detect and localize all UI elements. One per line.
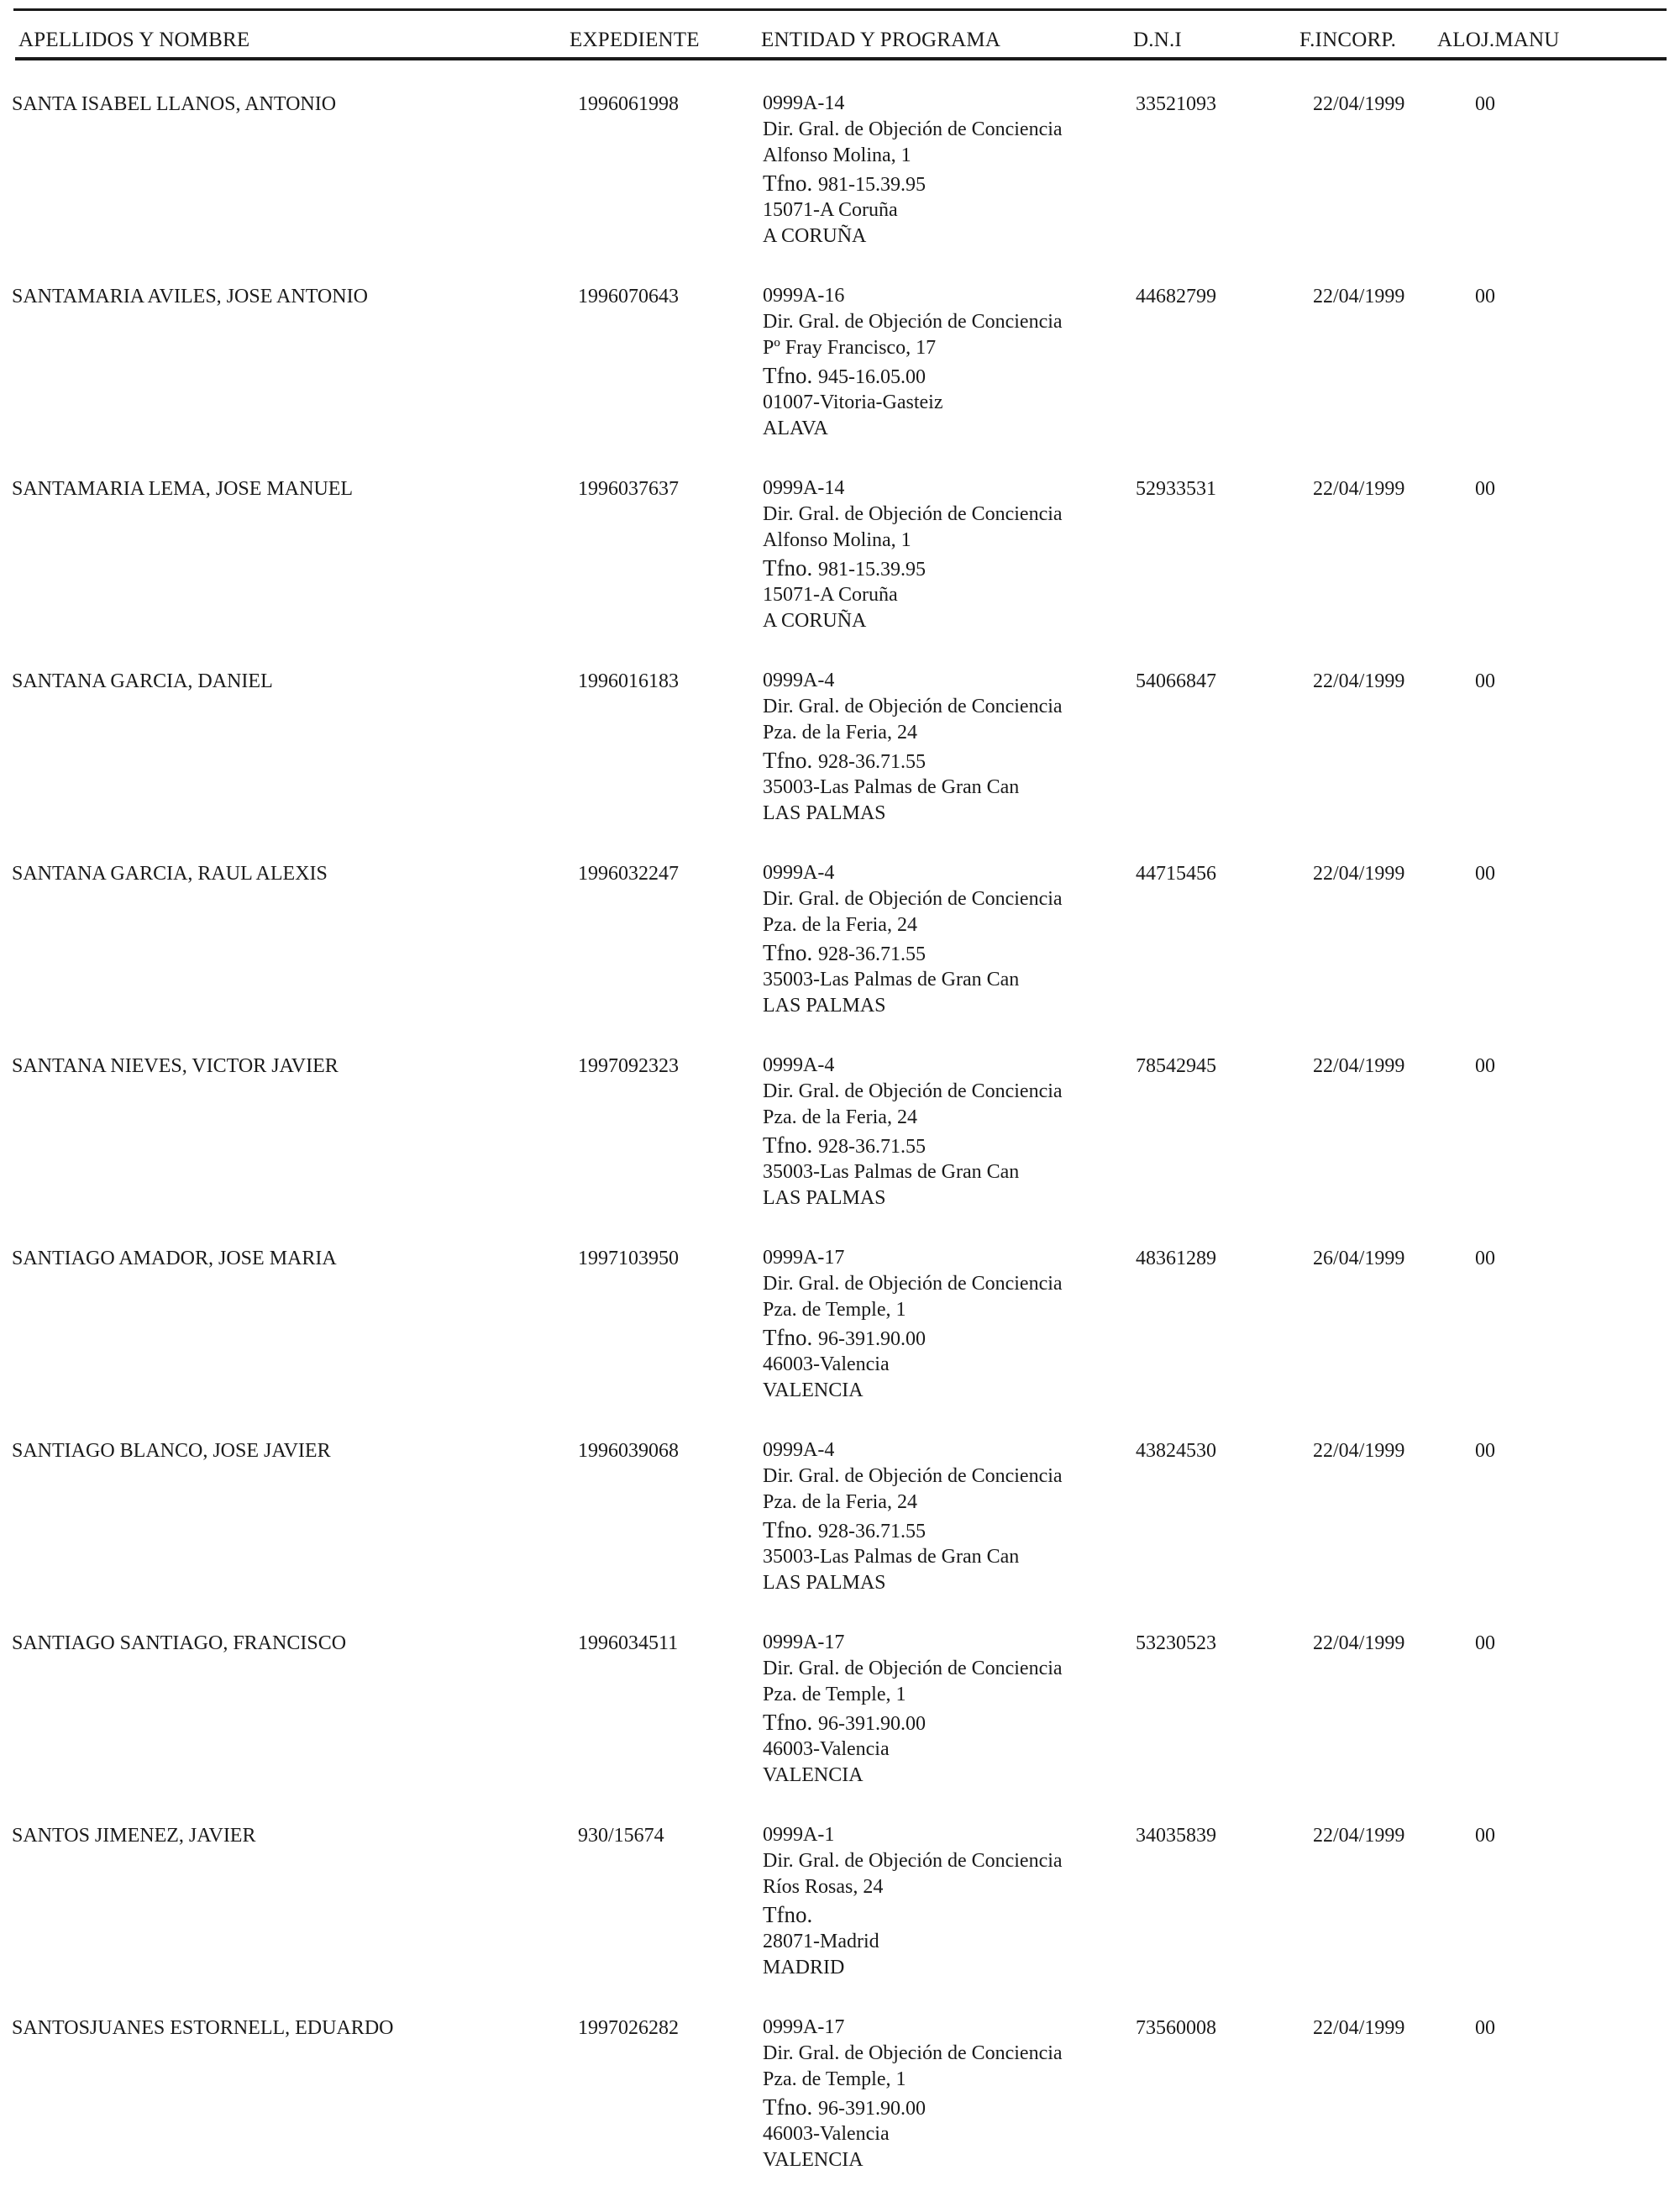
- incorporation-date: 22/04/1999: [1313, 1825, 1405, 1847]
- entity-address: Pza. de Temple, 1: [763, 1299, 906, 1321]
- entity-name: Dir. Gral. de Objeción de Conciencia: [763, 1080, 1063, 1102]
- applicant-name: SANTA ISABEL LLANOS, ANTONIO: [12, 93, 337, 115]
- entity-postal-city: 01007-Vitoria-Gasteiz: [763, 391, 943, 413]
- dni-number: 54066847: [1136, 670, 1216, 692]
- incorporation-date: 22/04/1999: [1313, 286, 1405, 307]
- aloj-manu-code: 00: [1475, 1055, 1495, 1077]
- entity-province: VALENCIA: [763, 1764, 864, 1786]
- phone-label: Tfno.: [763, 363, 813, 388]
- expediente-number: 1996037637: [578, 478, 679, 500]
- entity-postal-city: 35003-Las Palmas de Gran Can: [763, 776, 1020, 798]
- entity-block: [763, 476, 1063, 634]
- entity-address: Pza. de Temple, 1: [763, 2068, 906, 2090]
- applicant-name: SANTIAGO BLANCO, JOSE JAVIER: [12, 1440, 331, 1462]
- entity-phone-line: [763, 554, 1063, 582]
- entity-name: Dir. Gral. de Objeción de Conciencia: [763, 311, 1063, 333]
- expediente-number: 1997092323: [578, 1055, 679, 1077]
- program-code: 0999A-16: [763, 285, 845, 307]
- entity-phone-line: [763, 361, 1063, 390]
- aloj-manu-code: 00: [1475, 670, 1495, 692]
- dni-number: 73560008: [1136, 2017, 1216, 2039]
- applicant-name: SANTOSJUANES ESTORNELL, EDUARDO: [12, 2017, 394, 2039]
- dni-number: 48361289: [1136, 1248, 1216, 1269]
- entity-block: [763, 1437, 1063, 1596]
- phone-number: 96-391.90.00: [817, 2098, 926, 2120]
- program-code: 0999A-14: [763, 92, 845, 114]
- table-header: [0, 29, 1680, 57]
- entity-address: Ríos Rosas, 24: [763, 1876, 884, 1898]
- table-row: [0, 860, 1680, 1053]
- applicant-name: SANTAMARIA LEMA, JOSE MANUEL: [12, 478, 354, 500]
- entity-block: [763, 668, 1063, 827]
- phone-number: 928-36.71.55: [817, 751, 926, 773]
- entity-postal-city: 28071-Madrid: [763, 1931, 879, 1952]
- phone-label: Tfno.: [763, 1902, 813, 1927]
- header-aloj: ALOJ.MANU: [1437, 29, 1560, 51]
- applicant-name: SANTAMARIA AVILES, JOSE ANTONIO: [12, 286, 368, 307]
- aloj-manu-code: 00: [1475, 478, 1495, 500]
- incorporation-date: 22/04/1999: [1313, 2017, 1405, 2039]
- table-row: [0, 1630, 1680, 1822]
- program-code: 0999A-17: [763, 1632, 845, 1653]
- phone-label: Tfno.: [763, 748, 813, 773]
- entity-address: Pº Fray Francisco, 17: [763, 337, 937, 359]
- entity-province: ALAVA: [763, 418, 828, 439]
- entity-postal-city: 46003-Valencia: [763, 2123, 890, 2145]
- entity-postal-city: 46003-Valencia: [763, 1738, 890, 1760]
- entity-phone-line: [763, 1323, 1063, 1352]
- entity-block: [763, 1053, 1063, 1211]
- entity-address: Pza. de Temple, 1: [763, 1684, 906, 1705]
- entity-address: Pza. de la Feria, 24: [763, 1491, 917, 1513]
- phone-number: 928-36.71.55: [817, 943, 926, 965]
- entity-name: Dir. Gral. de Objeción de Conciencia: [763, 1658, 1063, 1679]
- expediente-number: 1996070643: [578, 286, 679, 307]
- aloj-manu-code: 00: [1475, 1825, 1495, 1847]
- applicant-name: SANTIAGO AMADOR, JOSE MARIA: [12, 1248, 337, 1269]
- entity-name: Dir. Gral. de Objeción de Conciencia: [763, 1850, 1063, 1872]
- phone-number: 928-36.71.55: [817, 1136, 926, 1158]
- entity-phone-line: [763, 2093, 1063, 2121]
- entity-phone-line: [763, 169, 1063, 197]
- phone-label: Tfno.: [763, 1325, 813, 1350]
- expediente-number: 1996061998: [578, 93, 679, 115]
- phone-label: Tfno.: [763, 555, 813, 581]
- entity-province: VALENCIA: [763, 1379, 864, 1401]
- entity-province: VALENCIA: [763, 2149, 864, 2171]
- dni-number: 44682799: [1136, 286, 1216, 307]
- entity-province: LAS PALMAS: [763, 802, 886, 824]
- entity-name: Dir. Gral. de Objeción de Conciencia: [763, 1273, 1063, 1295]
- program-code: 0999A-4: [763, 1054, 835, 1076]
- incorporation-date: 22/04/1999: [1313, 1632, 1405, 1654]
- entity-phone-line: [763, 1900, 1063, 1929]
- header-entidad: ENTIDAD Y PROGRAMA: [761, 29, 1001, 51]
- applicant-name: SANTOS JIMENEZ, JAVIER: [12, 1825, 256, 1847]
- entity-postal-city: 15071-A Coruña: [763, 199, 898, 221]
- phone-number: 945-16.05.00: [817, 366, 926, 388]
- aloj-manu-code: 00: [1475, 863, 1495, 885]
- table-row: [0, 668, 1680, 860]
- table-row: [0, 476, 1680, 668]
- aloj-manu-code: 00: [1475, 93, 1495, 115]
- entity-province: LAS PALMAS: [763, 995, 886, 1017]
- aloj-manu-code: 00: [1475, 1632, 1495, 1654]
- header-dni: D.N.I: [1133, 29, 1182, 51]
- entity-block: [763, 91, 1063, 250]
- entity-address: Alfonso Molina, 1: [763, 529, 911, 551]
- top-rule: [13, 8, 1667, 11]
- entity-name: Dir. Gral. de Objeción de Conciencia: [763, 888, 1063, 910]
- program-code: 0999A-17: [763, 1247, 845, 1269]
- entity-province: LAS PALMAS: [763, 1572, 886, 1594]
- phone-number: 96-391.90.00: [817, 1713, 926, 1735]
- phone-number: 981-15.39.95: [817, 174, 926, 196]
- entity-block: [763, 2015, 1063, 2173]
- header-fincorp: F.INCORP.: [1299, 29, 1397, 51]
- aloj-manu-code: 00: [1475, 2017, 1495, 2039]
- program-code: 0999A-4: [763, 862, 835, 884]
- phone-label: Tfno.: [763, 2094, 813, 2120]
- program-code: 0999A-17: [763, 2016, 845, 2038]
- dni-number: 33521093: [1136, 93, 1216, 115]
- incorporation-date: 22/04/1999: [1313, 93, 1405, 115]
- table-row: [0, 1245, 1680, 1437]
- entity-province: LAS PALMAS: [763, 1187, 886, 1209]
- aloj-manu-code: 00: [1475, 286, 1495, 307]
- program-code: 0999A-14: [763, 477, 845, 499]
- phone-number: 981-15.39.95: [817, 559, 926, 581]
- entity-name: Dir. Gral. de Objeción de Conciencia: [763, 2042, 1063, 2064]
- incorporation-date: 22/04/1999: [1313, 478, 1405, 500]
- expediente-number: 930/15674: [578, 1825, 664, 1847]
- incorporation-date: 22/04/1999: [1313, 1055, 1405, 1077]
- entity-name: Dir. Gral. de Objeción de Conciencia: [763, 503, 1063, 525]
- entity-phone-line: [763, 1708, 1063, 1737]
- entity-phone-line: [763, 746, 1063, 775]
- table-body: [0, 91, 1680, 2207]
- incorporation-date: 22/04/1999: [1313, 670, 1405, 692]
- entity-province: MADRID: [763, 1957, 845, 1978]
- phone-number: 928-36.71.55: [817, 1521, 926, 1542]
- entity-province: A CORUÑA: [763, 610, 867, 632]
- program-code: 0999A-1: [763, 1824, 835, 1846]
- entity-block: [763, 1822, 1063, 1981]
- entity-province: A CORUÑA: [763, 225, 867, 247]
- entity-postal-city: 46003-Valencia: [763, 1353, 890, 1375]
- dni-number: 43824530: [1136, 1440, 1216, 1462]
- table-row: [0, 2015, 1680, 2207]
- program-code: 0999A-4: [763, 670, 835, 691]
- expediente-number: 1997026282: [578, 2017, 679, 2039]
- dni-number: 53230523: [1136, 1632, 1216, 1654]
- table-row: [0, 1437, 1680, 1630]
- applicant-name: SANTANA GARCIA, DANIEL: [12, 670, 273, 692]
- phone-label: Tfno.: [763, 171, 813, 196]
- dni-number: 34035839: [1136, 1825, 1216, 1847]
- expediente-number: 1996016183: [578, 670, 679, 692]
- expediente-number: 1996032247: [578, 863, 679, 885]
- table-row: [0, 1053, 1680, 1245]
- phone-label: Tfno.: [763, 1132, 813, 1158]
- entity-phone-line: [763, 938, 1063, 967]
- entity-address: Pza. de la Feria, 24: [763, 914, 917, 936]
- applicant-name: SANTANA GARCIA, RAUL ALEXIS: [12, 863, 328, 885]
- entity-name: Dir. Gral. de Objeción de Conciencia: [763, 118, 1063, 140]
- incorporation-date: 26/04/1999: [1313, 1248, 1405, 1269]
- phone-label: Tfno.: [763, 1710, 813, 1735]
- phone-number: 96-391.90.00: [817, 1328, 926, 1350]
- phone-label: Tfno.: [763, 1517, 813, 1542]
- entity-postal-city: 35003-Las Palmas de Gran Can: [763, 969, 1020, 991]
- program-code: 0999A-4: [763, 1439, 835, 1461]
- entity-address: Pza. de la Feria, 24: [763, 1106, 917, 1128]
- entity-address: Pza. de la Feria, 24: [763, 722, 917, 744]
- expediente-number: 1997103950: [578, 1248, 679, 1269]
- entity-postal-city: 35003-Las Palmas de Gran Can: [763, 1546, 1020, 1568]
- entity-block: [763, 1630, 1063, 1789]
- incorporation-date: 22/04/1999: [1313, 863, 1405, 885]
- incorporation-date: 22/04/1999: [1313, 1440, 1405, 1462]
- aloj-manu-code: 00: [1475, 1248, 1495, 1269]
- entity-postal-city: 35003-Las Palmas de Gran Can: [763, 1161, 1020, 1183]
- entity-block: [763, 1245, 1063, 1404]
- entity-phone-line: [763, 1131, 1063, 1159]
- dni-number: 44715456: [1136, 863, 1216, 885]
- table-row: [0, 1822, 1680, 2015]
- applicant-name: SANTANA NIEVES, VICTOR JAVIER: [12, 1055, 339, 1077]
- aloj-manu-code: 00: [1475, 1440, 1495, 1462]
- table-row: [0, 283, 1680, 476]
- entity-postal-city: 15071-A Coruña: [763, 584, 898, 606]
- header-name: APELLIDOS Y NOMBRE: [18, 29, 250, 51]
- dni-number: 78542945: [1136, 1055, 1216, 1077]
- table-row: [0, 91, 1680, 283]
- expediente-number: 1996039068: [578, 1440, 679, 1462]
- entity-block: [763, 860, 1063, 1019]
- phone-label: Tfno.: [763, 940, 813, 965]
- entity-address: Alfonso Molina, 1: [763, 145, 911, 166]
- entity-name: Dir. Gral. de Objeción de Conciencia: [763, 696, 1063, 717]
- header-rule: [15, 57, 1667, 60]
- entity-block: [763, 283, 1063, 442]
- dni-number: 52933531: [1136, 478, 1216, 500]
- header-expediente: EXPEDIENTE: [570, 29, 700, 51]
- entity-phone-line: [763, 1516, 1063, 1544]
- applicant-name: SANTIAGO SANTIAGO, FRANCISCO: [12, 1632, 347, 1654]
- expediente-number: 1996034511: [578, 1632, 679, 1654]
- entity-name: Dir. Gral. de Objeción de Conciencia: [763, 1465, 1063, 1487]
